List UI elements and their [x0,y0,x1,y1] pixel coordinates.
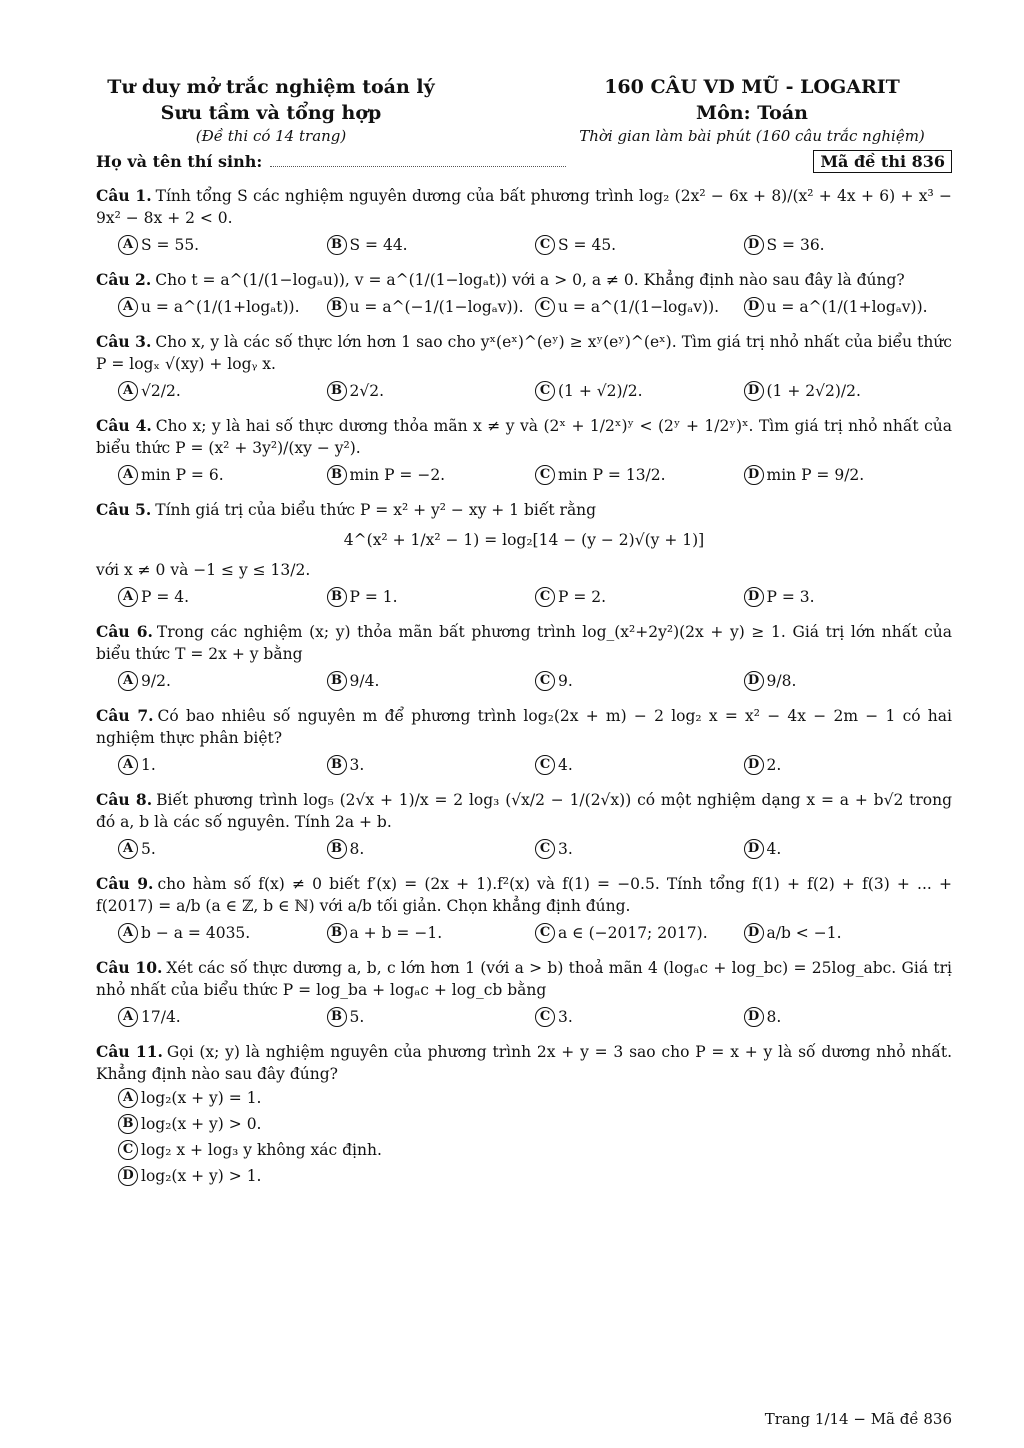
page-footer: Trang 1/14 − Mã đề 836 [764,1410,952,1428]
option-letter-circle: C [535,755,555,775]
option-letter-circle: C [535,1007,555,1027]
question-label: Câu 6. [96,622,153,641]
answer-options [118,295,952,319]
option-letter-circle: A [118,235,138,255]
option-text: 9. [558,672,573,690]
question-stem [96,331,952,375]
option-text: min P = 6. [141,466,224,484]
question-stem [96,705,952,749]
subject-label: Môn: Toán [696,102,808,124]
option-text: log₂(x + y) > 1. [141,1167,262,1185]
answer-options [118,233,952,257]
option-letter-circle: C [535,923,555,943]
option-text: S = 44. [349,236,408,254]
question-stem [96,185,952,229]
option-letter-circle: B [327,1007,347,1027]
answer-option-d[interactable] [744,1005,953,1029]
question-label: Câu 10. [96,958,163,977]
option-text: 3. [558,1008,573,1026]
answer-option-d[interactable] [118,1163,538,1189]
question-text: Trong các nghiệm (x; y) thỏa mãn bất phương trình log_(x²+2y²)(2x + y) ≥ 1. Giá trị lớn nhất của biểu thức T = 2x + y bằng [96,623,952,663]
option-text: 2. [766,756,782,774]
answer-options [118,463,952,487]
question-stem [96,621,952,665]
option-letter-circle: C [535,587,555,607]
option-text: a ∈ (−2017; 2017). [558,924,708,942]
option-letter-circle: B [327,839,347,859]
option-text: a + b = −1. [349,924,443,942]
school-subtitle: Sưu tầm và tổng hợp [160,102,382,124]
question-stem [96,957,952,1001]
option-text: log₂ x + log₃ y không xác định. [141,1141,382,1159]
answer-option-a[interactable] [118,233,327,257]
answer-option-b[interactable] [327,295,536,319]
option-text: u = a^(1/(1−logₐv)). [558,298,720,316]
option-text: √2/2. [141,382,181,400]
question-stem [96,873,952,917]
page-count-note: (Đề thi có 14 trang) [195,127,347,145]
option-text: P = 4. [141,588,190,606]
option-text: 9/8. [766,672,797,690]
question-label: Câu 8. [96,790,153,809]
question-text: Tính giá trị của biểu thức P = x² + y² − xy + 1 biết rằng [155,501,597,519]
header-right [552,74,952,146]
time-note: Thời gian làm bài phút (160 câu trắc nghiệm) [579,127,925,145]
option-letter-circle: B [327,587,347,607]
option-letter-circle: C [535,671,555,691]
answer-options [118,837,952,861]
question-label: Câu 5. [96,500,152,519]
option-text: 9/2. [141,672,171,690]
option-letter-circle: A [118,381,138,401]
option-letter-circle: C [535,465,555,485]
option-text: a/b < −1. [766,924,842,942]
answer-option-a[interactable] [118,921,327,945]
answer-option-c[interactable] [118,1137,538,1163]
answer-option-c[interactable] [535,585,744,609]
question-stem [96,269,952,291]
candidate-name-label: Họ và tên thí sinh: [96,152,263,171]
answer-option-a[interactable] [118,463,327,487]
answer-option-b[interactable] [327,753,536,777]
option-letter-circle: A [118,839,138,859]
candidate-row [96,150,952,173]
option-letter-circle: C [535,297,555,317]
question-text: Có bao nhiêu số nguyên m để phương trình log₂(2x + m) − 2 log₂ x = x² − 4x − 2m − 1 có hai nghiệm thực phân biệt? [96,707,952,747]
answer-option-d[interactable] [744,753,953,777]
option-letter-circle: B [118,1114,138,1134]
answer-option-a[interactable] [118,1005,327,1029]
question-stem [96,789,952,833]
answer-option-c[interactable] [535,1005,744,1029]
answer-option-b[interactable] [327,233,536,257]
question-2 [96,269,952,319]
question-text: Cho x; y là hai số thực dương thỏa mãn x ≠ y và (2ˣ + 1/2ˣ)ʸ < (2ʸ + 1/2ʸ)ˣ. Tìm giá trị nhỏ nhất của biểu thức P = (x² + 3y²)/(xy − y²). [96,417,952,457]
answer-options [118,1085,952,1189]
question-text: cho hàm số f(x) ≠ 0 biết f′(x) = (2x + 1).f²(x) và f(1) = −0.5. Tính tổng f(1) + f(2) + f(3) + ... + f(2017) = a/b (a ∈ ℤ, b ∈ ℕ) với a/b tối giản. Chọn khẳng định đúng. [96,875,952,915]
option-text: P = 2. [558,588,607,606]
option-letter-circle: D [744,465,764,485]
answer-option-c[interactable] [535,463,744,487]
question-4 [96,415,952,487]
question-1 [96,185,952,257]
option-text: log₂(x + y) = 1. [141,1089,262,1107]
option-text: 4. [558,756,573,774]
answer-option-a[interactable] [118,1085,538,1111]
question-stem [96,1041,952,1085]
question-label: Câu 9. [96,874,154,893]
answer-option-c[interactable] [535,669,744,693]
option-text: S = 36. [766,236,825,254]
option-letter-circle: B [327,465,347,485]
option-text: u = a^(1/(1+logₐt)). [141,298,300,316]
option-text: 17/4. [141,1008,181,1026]
option-letter-circle: B [327,381,347,401]
option-text: u = a^(−1/(1−logₐv)). [349,298,524,316]
question-text: Cho x, y là các số thực lớn hơn 1 sao cho yˣ(eˣ)^(eʸ) ≥ xʸ(eʸ)^(eˣ). Tìm giá trị nhỏ nhất của biểu thức P = logₓ √(xy) + logᵧ x. [96,333,952,373]
question-label: Câu 11. [96,1042,163,1061]
answer-option-d[interactable] [744,921,953,945]
option-letter-circle: B [327,755,347,775]
candidate-name-field[interactable] [270,154,566,167]
answer-options [118,753,952,777]
answer-option-a[interactable] [118,585,327,609]
answer-option-c[interactable] [535,753,744,777]
option-letter-circle: A [118,465,138,485]
answer-option-b[interactable] [327,837,536,861]
option-text: min P = 13/2. [558,466,666,484]
question-11 [96,1041,952,1189]
option-letter-circle: C [535,235,555,255]
option-letter-circle: B [327,235,347,255]
answer-option-d[interactable] [744,669,953,693]
option-text: (1 + 2√2)/2. [766,382,861,400]
option-letter-circle: A [118,923,138,943]
option-text: u = a^(1/(1+logₐv)). [766,298,928,316]
answer-option-c[interactable] [535,233,744,257]
question-label: Câu 2. [96,270,152,289]
school-title: Tư duy mở trắc nghiệm toán lý [107,76,435,98]
option-letter-circle: D [744,587,764,607]
option-text: min P = 9/2. [766,466,865,484]
option-letter-circle: B [327,923,347,943]
question-label: Câu 1. [96,186,152,205]
answer-options [118,921,952,945]
answer-options [118,585,952,609]
question-stem [96,415,952,459]
option-text: 3. [558,840,573,858]
answer-option-c[interactable] [535,837,744,861]
answer-option-b[interactable] [327,669,536,693]
question-text: Tính tổng S các nghiệm nguyên dương của bất phương trình log₂ (2x² − 6x + 8)/(x² + 4x + 6) + x³ − 9x² − 8x + 2 < 0. [96,187,952,227]
answer-option-a[interactable] [118,295,327,319]
option-text: 8. [349,840,365,858]
answer-options [118,669,952,693]
option-letter-circle: A [118,587,138,607]
answer-option-b[interactable] [118,1111,538,1137]
option-text: 5. [141,840,156,858]
option-letter-circle: D [744,297,764,317]
answer-option-d[interactable] [744,379,953,403]
option-letter-circle: A [118,755,138,775]
option-letter-circle: C [118,1140,138,1160]
option-letter-circle: A [118,1007,138,1027]
option-letter-circle: D [744,381,764,401]
option-letter-circle: D [744,923,764,943]
option-text: 3. [349,756,365,774]
question-label: Câu 4. [96,416,152,435]
question-8 [96,789,952,861]
question-text: Biết phương trình log₅ (2√x + 1)/x = 2 log₃ (√x/2 − 1/(2√x)) có một nghiệm dạng x = a + b√2 trong đó a, b là các số nguyên. Tính 2a + b. [96,791,952,831]
option-letter-circle: C [535,839,555,859]
question-3 [96,331,952,403]
answer-option-a[interactable] [118,379,327,403]
option-text: b − a = 4035. [141,924,251,942]
question-9 [96,873,952,945]
option-text: log₂(x + y) > 0. [141,1115,262,1133]
answer-option-c[interactable] [535,295,744,319]
option-letter-circle: D [744,1007,764,1027]
question-5 [96,499,952,609]
option-letter-circle: D [118,1166,138,1186]
option-letter-circle: D [744,671,764,691]
option-text: 5. [349,1008,365,1026]
option-letter-circle: B [327,671,347,691]
option-text: 2√2. [349,382,385,400]
question-label: Câu 3. [96,332,152,351]
question-text: Xét các số thực dương a, b, c lớn hơn 1 (với a > b) thoả mãn 4 (logₐc + log_bc) = 25log_abc. Giá trị nhỏ nhất của biểu thức P = log_ba + logₐc + log_cb bằng [96,959,952,999]
option-text: min P = −2. [349,466,446,484]
option-letter-circle: A [118,1088,138,1108]
answer-option-d[interactable] [744,837,953,861]
option-text: 9/4. [349,672,380,690]
exam-header [96,74,952,146]
option-text: P = 1. [349,588,398,606]
option-text: P = 3. [766,588,815,606]
answer-option-b[interactable] [327,379,536,403]
option-text: S = 55. [141,236,200,254]
option-text: 4. [766,840,782,858]
question-text: Cho t = a^(1/(1−logₐu)), v = a^(1/(1−logₐt)) với a > 0, a ≠ 0. Khẳng định nào sau đây là đúng? [155,271,905,289]
option-text: S = 45. [558,236,617,254]
answer-option-b[interactable] [327,921,536,945]
question-stem [96,499,952,521]
answer-option-d[interactable] [744,585,953,609]
answer-option-c[interactable] [535,379,744,403]
answer-option-d[interactable] [744,463,953,487]
question-text-continued: với x ≠ 0 và −1 ≤ y ≤ 13/2. [96,561,311,579]
question-10 [96,957,952,1029]
question-list [96,185,952,1189]
option-text: 8. [766,1008,782,1026]
answer-option-b[interactable] [327,463,536,487]
answer-options [118,379,952,403]
question-equation: 4^(x² + 1/x² − 1) = log₂[14 − (y − 2)√(y + 1)] [343,531,705,549]
answer-option-a[interactable] [118,753,327,777]
question-7 [96,705,952,777]
option-letter-circle: D [744,839,764,859]
answer-option-c[interactable] [535,921,744,945]
answer-options [118,1005,952,1029]
option-letter-circle: D [744,235,764,255]
option-text: (1 + √2)/2. [558,382,643,400]
answer-option-b[interactable] [327,1005,536,1029]
question-label: Câu 7. [96,706,154,725]
answer-option-b[interactable] [327,585,536,609]
answer-option-a[interactable] [118,837,327,861]
option-letter-circle: B [327,297,347,317]
question-6 [96,621,952,693]
answer-option-d[interactable] [744,233,953,257]
option-letter-circle: D [744,755,764,775]
option-letter-circle: A [118,297,138,317]
option-text: 1. [141,756,156,774]
answer-option-d[interactable] [744,295,953,319]
option-letter-circle: A [118,671,138,691]
exam-page [96,74,952,1189]
header-left [96,74,446,146]
question-text: Gọi (x; y) là nghiệm nguyên của phương trình 2x + y = 3 sao cho P = x + y là số dương nhỏ nhất. Khẳng định nào sau đây đúng? [96,1043,952,1083]
answer-option-a[interactable] [118,669,327,693]
option-letter-circle: C [535,381,555,401]
exam-title: 160 CÂU VD MŨ - LOGARIT [604,76,900,98]
exam-code-box: Mã đề thi 836 [813,150,952,173]
